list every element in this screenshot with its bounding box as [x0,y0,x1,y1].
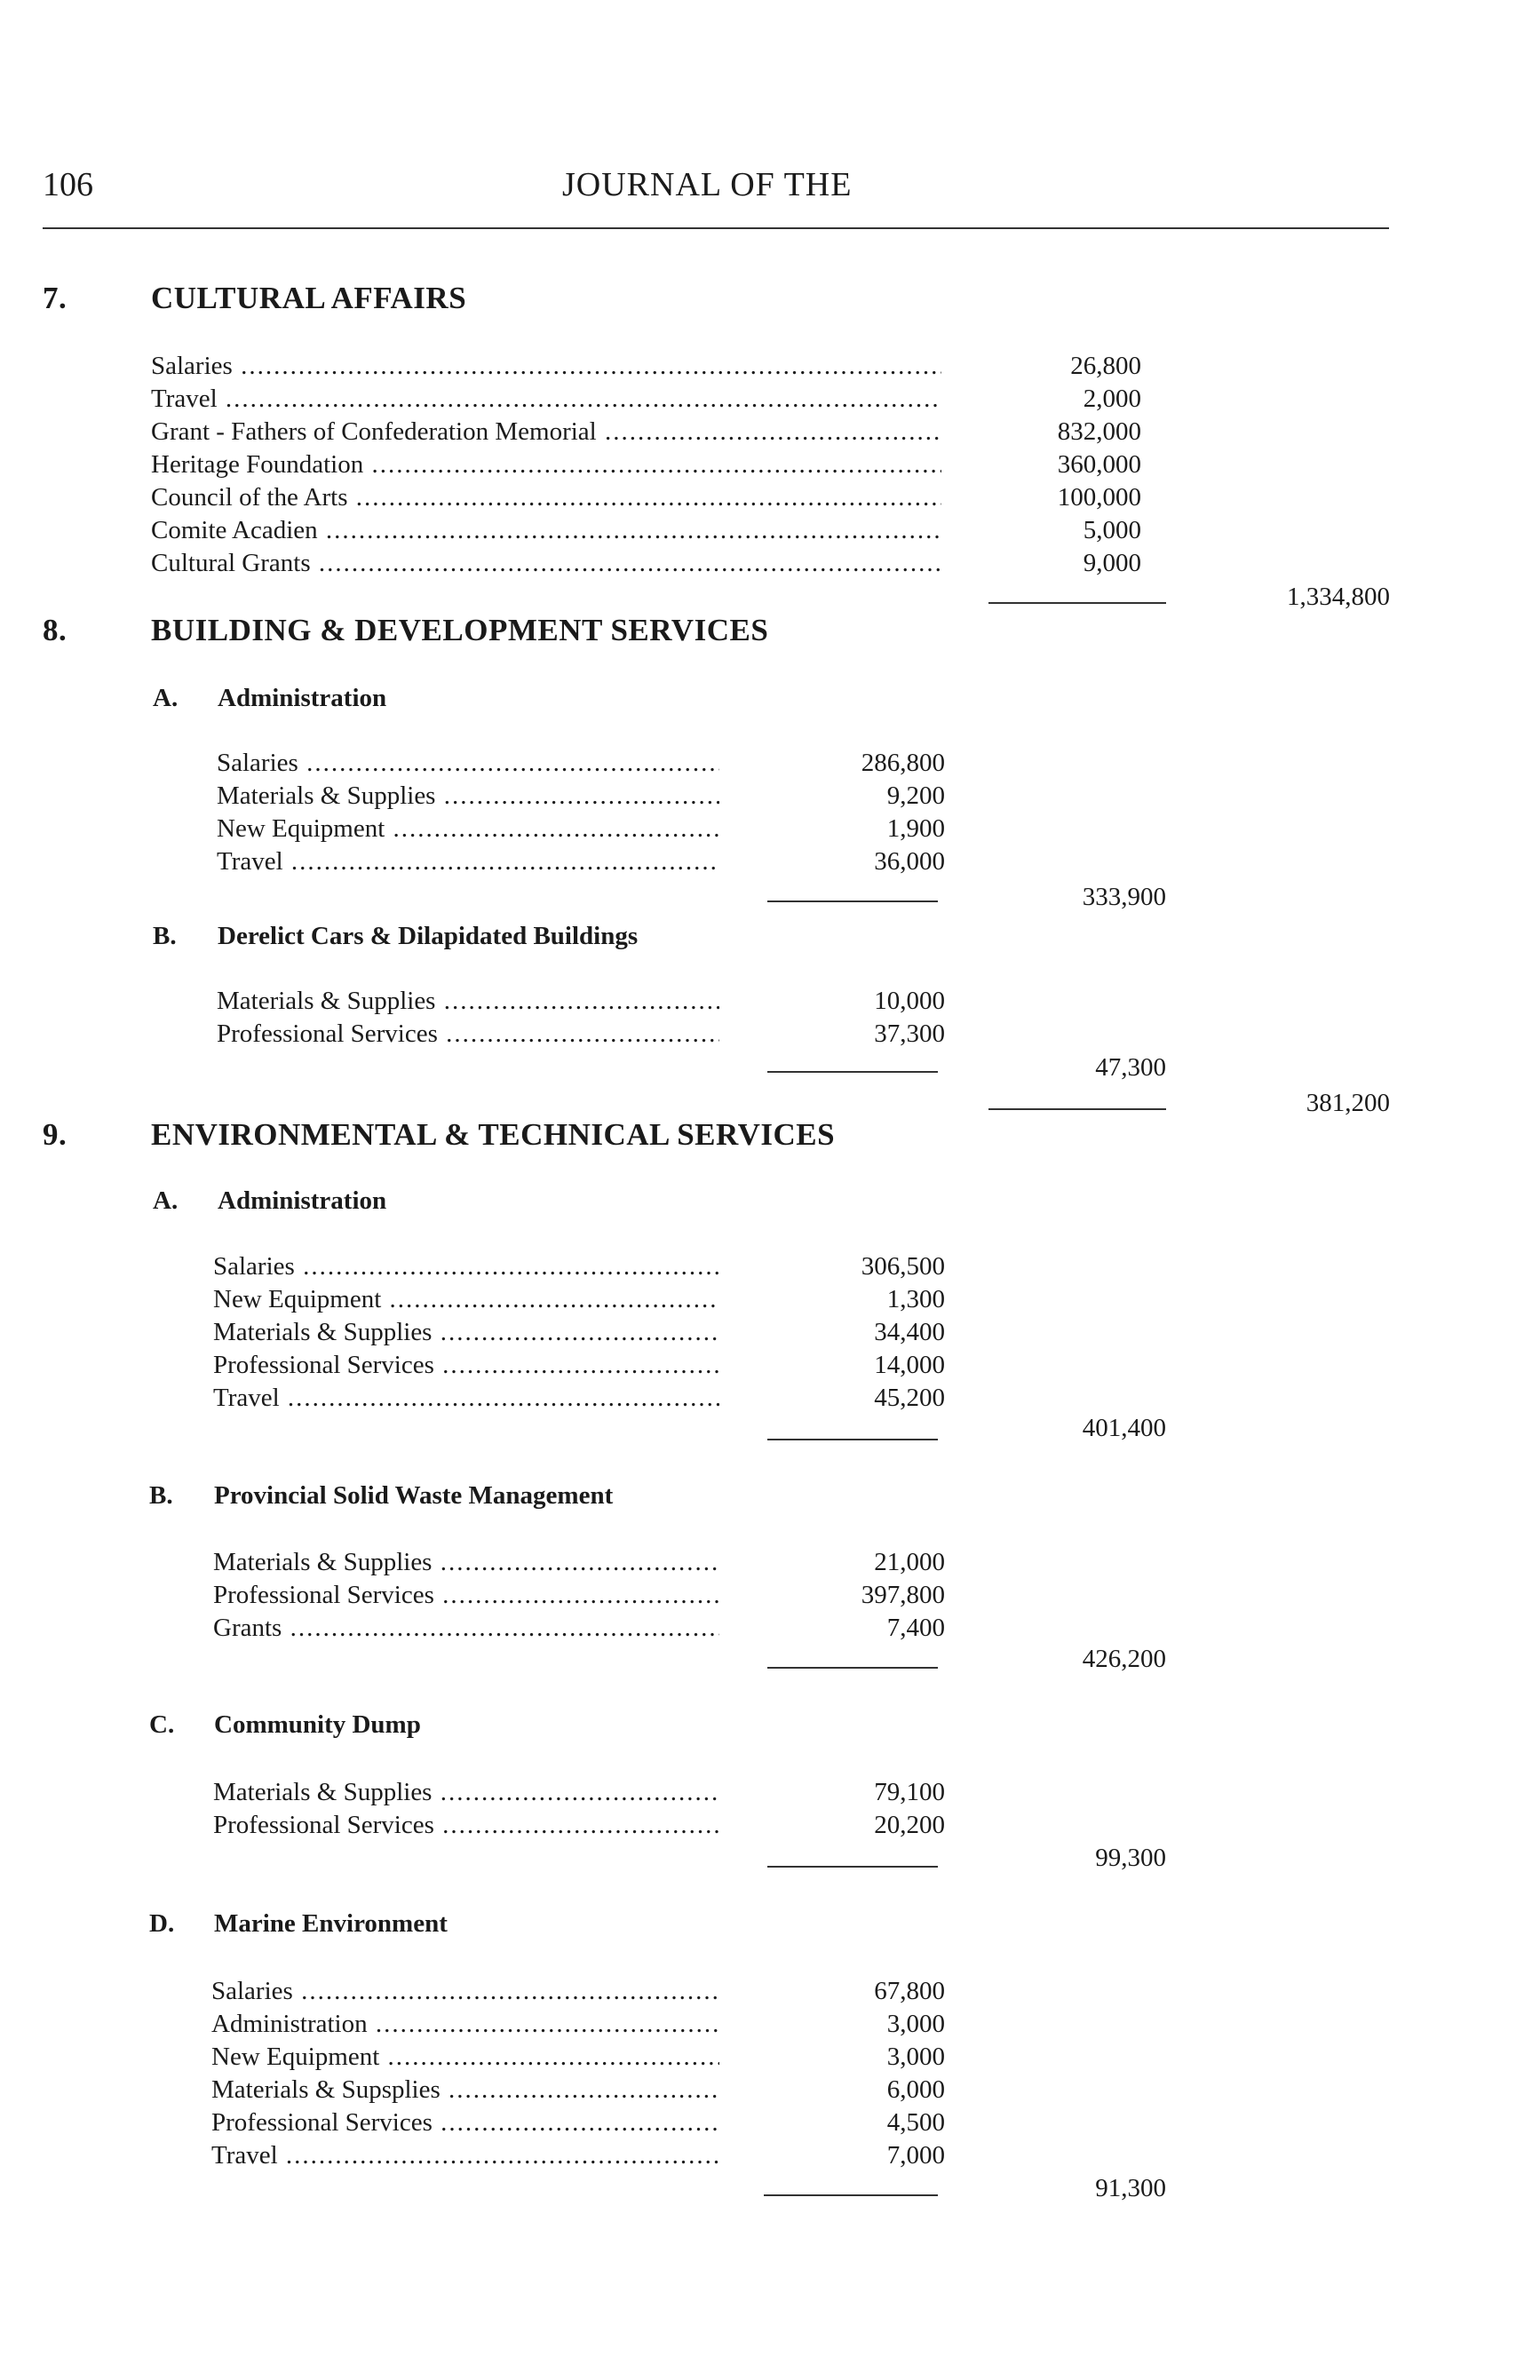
subtotal-rule [767,1439,938,1440]
line-item [211,2043,945,2075]
subtotal-rule [767,1866,938,1868]
subsection-title: Administration [218,1186,387,1215]
subsection-title: Administration [218,684,387,712]
line-label: New Equipment ..... [213,1285,719,1314]
line-item [211,1977,945,2010]
line-item [217,749,945,781]
line-item [151,450,1171,483]
subsection-title: Provincial Solid Waste Management [214,1481,614,1510]
line-item [213,1384,945,1416]
line-value: 1,900 [886,814,945,843]
section-total: 1,334,800 [1287,583,1390,611]
line-value: 36,000 [874,847,945,876]
line-value: 10,000 [874,987,945,1015]
line-value: 21,000 [874,1548,945,1576]
line-value: 45,200 [874,1384,945,1412]
line-value: 7,000 [886,2141,945,2170]
line-value: 286,800 [861,749,945,777]
line-item [151,516,1171,549]
line-label: Grant - Fathers of Confederation Memorial ..... [151,417,941,447]
line-label: New Equipment ..... [211,2043,719,2072]
subtotal-rule [767,900,938,902]
subsection-letter: C. [149,1710,175,1739]
line-item [213,1811,945,1844]
subsection-total: 47,300 [1095,1053,1166,1082]
line-label: Materials & Supplies ..... [213,1318,719,1347]
line-value: 360,000 [1057,450,1141,479]
line-item [213,1581,945,1614]
line-item [211,2141,945,2174]
line-label: Materials & Supplies ..... [217,987,719,1016]
line-value: 7,400 [886,1614,945,1642]
line-value: 67,800 [874,1977,945,2005]
line-label: Comite Acadien ..... [151,516,941,545]
line-label: Grants ..... [213,1614,719,1643]
line-item [151,385,1171,417]
line-label: Materials & Supplies ..... [217,781,719,811]
section-number: 8. [43,613,67,647]
subsection-title: Marine Environment [214,1909,448,1938]
line-value: 26,800 [1070,352,1141,380]
line-value: 20,200 [874,1811,945,1839]
section-number: 7. [43,281,67,315]
line-label: Cultural Grants ..... [151,549,941,578]
line-label: Administration ..... [211,2010,719,2039]
line-item [213,1548,945,1581]
line-value: 6,000 [886,2075,945,2104]
line-label: Salaries ..... [211,1977,719,2006]
line-value: 397,800 [861,1581,945,1609]
subsection-total: 91,300 [1095,2174,1166,2202]
subtotal-rule [767,1667,938,1669]
line-label: Heritage Foundation ..... [151,450,941,480]
header-rule [43,227,1389,229]
subsection-total: 99,300 [1095,1844,1166,1872]
line-value: 832,000 [1057,417,1141,446]
line-value: 37,300 [874,1019,945,1048]
line-value: 306,500 [861,1252,945,1281]
line-item [151,549,1171,582]
line-value: 5,000 [1083,516,1141,544]
subsection-letter: A. [153,684,179,712]
line-label: Professional Services ..... [211,2108,719,2138]
line-value: 3,000 [886,2010,945,2038]
line-label: New Equipment ..... [217,814,719,844]
line-value: 9,200 [886,781,945,810]
line-item [217,1019,945,1052]
line-value: 14,000 [874,1351,945,1379]
line-label: Professional Services ..... [213,1351,719,1380]
line-item [213,1351,945,1384]
line-item [213,1285,945,1318]
page-number: 106 [43,166,93,203]
line-label: Professional Services ..... [213,1811,719,1840]
section-title: ENVIRONMENTAL & TECHNICAL SERVICES [151,1117,836,1152]
line-item [213,1614,945,1646]
line-label: Salaries ..... [217,749,719,778]
line-item [211,2075,945,2108]
line-item [217,781,945,814]
line-label: Materials & Supplies ..... [213,1778,719,1807]
subsection-letter: B. [149,1481,173,1510]
line-value: 79,100 [874,1778,945,1806]
line-value: 9,000 [1083,549,1141,577]
line-item [217,814,945,847]
line-item [211,2108,945,2141]
line-value: 4,500 [886,2108,945,2137]
line-label: Salaries ..... [151,352,941,381]
line-label: Materials & Supplies ..... [213,1548,719,1577]
subsection-letter: D. [149,1909,175,1938]
subsection-title: Community Dump [214,1710,421,1739]
subsection-total: 426,200 [1082,1645,1166,1673]
subsection-letter: B. [153,922,177,950]
line-label: Salaries ..... [213,1252,719,1281]
line-value: 3,000 [886,2043,945,2071]
line-item [217,847,945,880]
line-value: 34,400 [874,1318,945,1346]
line-item [151,483,1171,516]
line-value: 100,000 [1057,483,1141,512]
line-label: Materials & Supsplies ..... [211,2075,719,2105]
line-item [213,1252,945,1285]
line-label: Council of the Arts ..... [151,483,941,512]
section-title: CULTURAL AFFAIRS [151,281,467,315]
line-label: Travel ..... [217,847,719,877]
section-total: 381,200 [1306,1089,1390,1117]
subsection-title: Derelict Cars & Dilapidated Buildings [218,922,639,950]
subsection-letter: A. [153,1186,179,1215]
line-item [213,1318,945,1351]
section-total-rule [988,1108,1166,1110]
section-number: 9. [43,1117,67,1152]
subtotal-rule [764,2194,938,2196]
line-item [217,987,945,1019]
line-label: Professional Services ..... [213,1581,719,1610]
running-head: JOURNAL OF THE [562,166,853,203]
subtotal-rule [988,602,1166,604]
line-item [151,352,1171,385]
line-value: 2,000 [1083,385,1141,413]
section-title: BUILDING & DEVELOPMENT SERVICES [151,613,769,647]
line-item [213,1778,945,1811]
subsection-total: 333,900 [1082,883,1166,911]
subsection-total: 401,400 [1082,1414,1166,1442]
line-item [211,2010,945,2043]
line-item [151,417,1171,450]
line-label: Travel ..... [211,2141,719,2170]
page-header [0,165,1540,210]
line-label: Travel ..... [213,1384,719,1413]
subtotal-rule [767,1071,938,1073]
line-value: 1,300 [886,1285,945,1313]
line-label: Travel ..... [151,385,941,414]
line-label: Professional Services ..... [217,1019,719,1049]
